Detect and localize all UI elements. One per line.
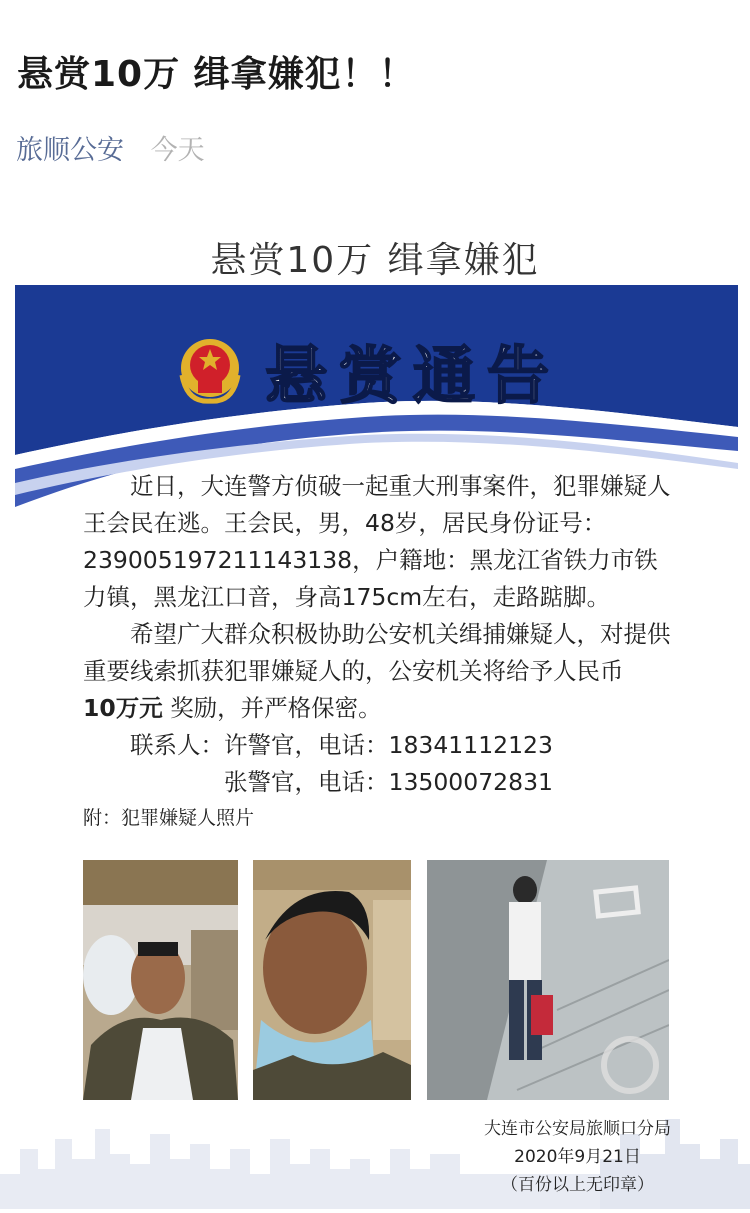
- reward-terms: 奖励，并严格保密。: [170, 694, 382, 722]
- issuer-signature: [470, 1115, 685, 1199]
- author-link[interactable]: 旅顺公安: [16, 135, 124, 166]
- reward-text: 希望广大群众积极协助公安机关缉捕嫌疑人，对提供重要线索抓获犯罪嫌疑人的，公安机关将给予人民币: [83, 620, 671, 685]
- attachment-note: 附：犯罪嫌疑人照片: [83, 807, 255, 829]
- contact-line-2: 张警官，电话：13500072831: [224, 768, 553, 796]
- banner-heading: 悬赏通告: [265, 339, 562, 412]
- suspect-photo-1: [83, 860, 238, 1100]
- case-description: 近日，大连警方侦破一起重大刑事案件，犯罪嫌疑人王会民在逃。王会民，男，48岁，居民身份证号：239005197211143138，户籍地：黑龙江省铁力市铁力镇，黑龙江口音，身高175cm左右，走路踮脚。: [83, 472, 671, 611]
- suspect-photo-2: [253, 860, 411, 1100]
- reward-amount: 10万元: [83, 694, 163, 722]
- publish-date: 今天: [150, 135, 205, 166]
- seal-note: （百份以上无印章）: [501, 1175, 654, 1195]
- reward-paragraph: [83, 616, 673, 727]
- notice-body: [83, 468, 673, 835]
- police-emblem-icon: [181, 339, 239, 401]
- issuer-name: 大连市公安局旅顺口分局: [484, 1119, 671, 1139]
- poster-title: 悬赏10万 缉拿嫌犯: [210, 240, 540, 281]
- issue-date: 2020年9月21日: [514, 1147, 641, 1167]
- article-title: 悬赏10万 缉拿嫌犯！！: [17, 54, 416, 95]
- suspect-photo-3: [427, 860, 669, 1100]
- article-meta: [16, 128, 205, 167]
- contact-line-1: 联系人：许警官，电话：18341112123: [130, 731, 553, 759]
